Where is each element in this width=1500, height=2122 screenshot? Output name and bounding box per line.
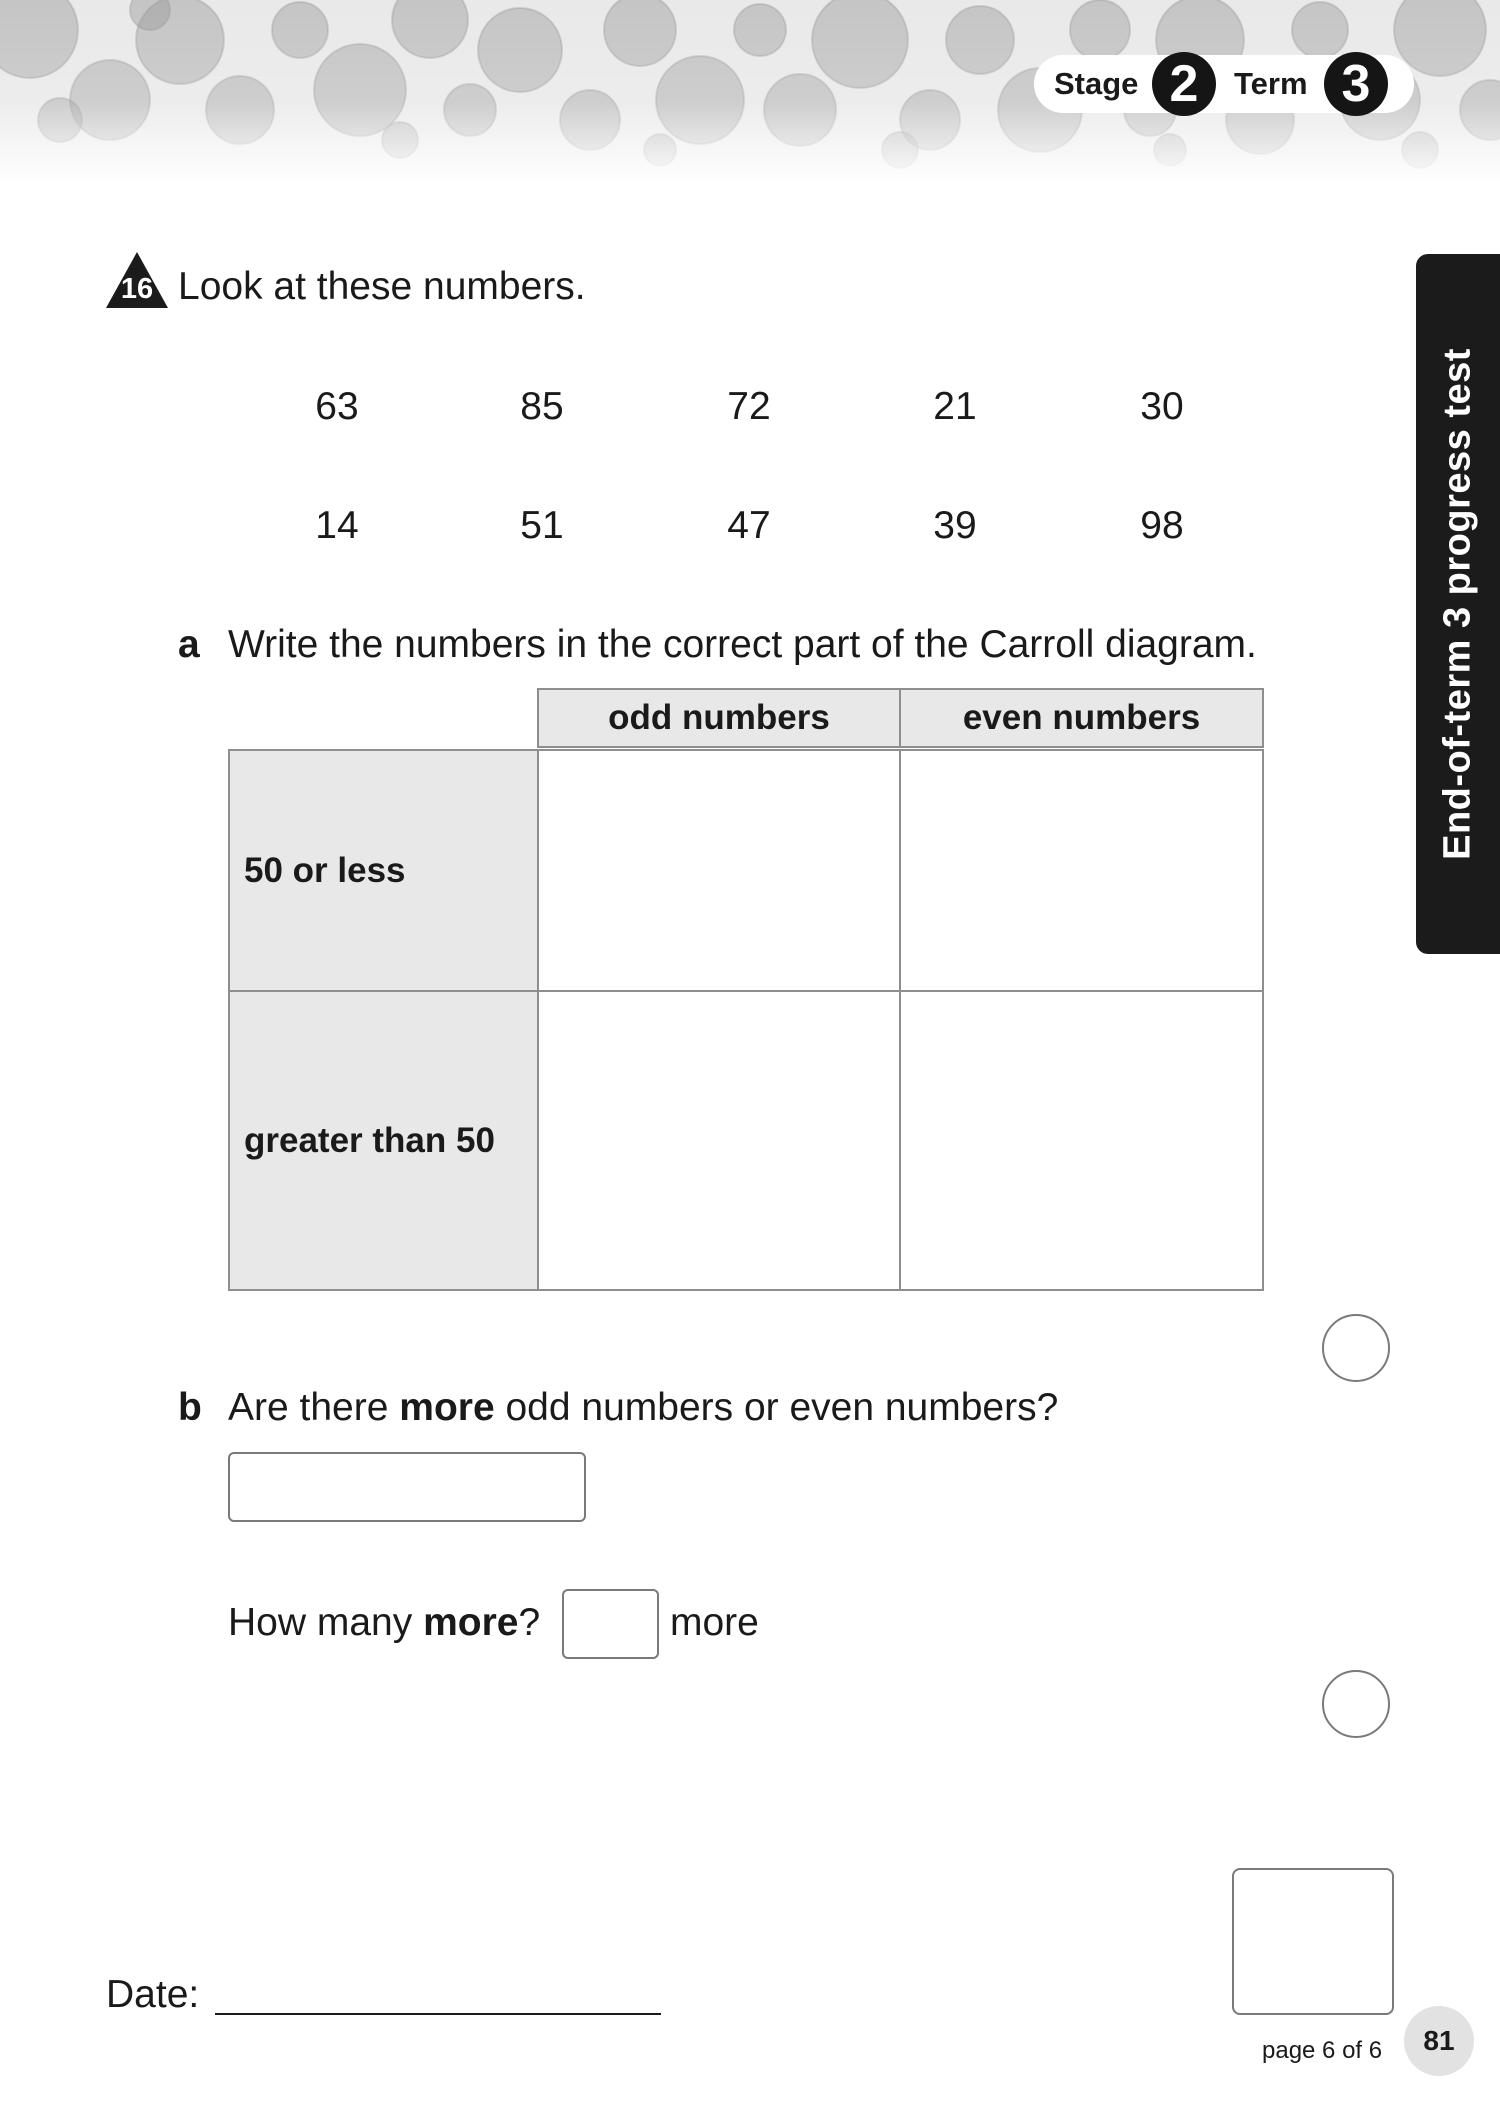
- how-many-bold: more: [423, 1601, 519, 1644]
- number-item: 14: [315, 504, 359, 547]
- carroll-cell-even-greater-than-50[interactable]: [899, 990, 1264, 1291]
- how-many-suffix: more: [670, 1601, 759, 1644]
- side-tab-label: End-of-term 3 progress test: [1436, 348, 1479, 860]
- stage-number: 2: [1152, 52, 1216, 116]
- question-number-badge: [106, 252, 168, 308]
- number-item: 47: [727, 504, 771, 547]
- how-many-pre: How many: [228, 1601, 424, 1644]
- how-many-q: ?: [518, 1601, 541, 1644]
- number-item: 85: [520, 385, 564, 428]
- how-many-question: [228, 1600, 540, 1647]
- number-item: 63: [315, 385, 359, 428]
- question-number: 16: [120, 273, 154, 305]
- stage-term-pill: [1034, 55, 1414, 113]
- number-item: 30: [1140, 385, 1184, 428]
- carroll-col-odd: odd numbers: [537, 688, 901, 748]
- part-a-instruction: Write the numbers in the correct part of the Carroll diagram.: [228, 623, 1257, 666]
- term-label: Term: [1234, 66, 1308, 101]
- carroll-row-label: 50 or less: [244, 850, 406, 890]
- mark-circle-b[interactable]: [1322, 1670, 1390, 1738]
- question-intro: Look at these numbers.: [178, 265, 586, 308]
- part-b-question-post: odd numbers or even numbers?: [494, 1386, 1059, 1429]
- term-number: 3: [1324, 52, 1388, 116]
- page-of-label: page 6 of 6: [1262, 2037, 1383, 2064]
- carroll-cell-odd-50-or-less[interactable]: [537, 749, 901, 992]
- carroll-row-label: greater than 50: [244, 1120, 495, 1160]
- part-b-question-pre: Are there: [228, 1386, 400, 1429]
- mark-circle-a[interactable]: [1322, 1314, 1390, 1382]
- answer-box-how-many[interactable]: [562, 1589, 659, 1659]
- part-a-letter: a: [178, 623, 200, 666]
- number-item: 72: [727, 385, 771, 428]
- carroll-row-50-or-less: [228, 749, 539, 992]
- score-box[interactable]: [1232, 1868, 1394, 2015]
- number-item: 98: [1140, 504, 1184, 547]
- stage-label: Stage: [1054, 66, 1139, 101]
- page-number: 81: [1404, 2006, 1474, 2076]
- date-line[interactable]: [215, 2013, 661, 2015]
- carroll-cell-odd-greater-than-50[interactable]: [537, 990, 901, 1291]
- carroll-col-even: even numbers: [899, 688, 1264, 748]
- side-tab: [1416, 254, 1500, 954]
- carroll-cell-even-50-or-less[interactable]: [899, 749, 1264, 992]
- part-b-question-bold: more: [399, 1386, 495, 1429]
- date-label: Date:: [106, 1973, 200, 2016]
- part-b-letter: b: [178, 1386, 202, 1429]
- part-b-question: [228, 1385, 1058, 1432]
- number-item: 39: [933, 504, 977, 547]
- number-item: 51: [520, 504, 564, 547]
- answer-box-more[interactable]: [228, 1452, 586, 1522]
- number-item: 21: [933, 385, 977, 428]
- carroll-row-greater-than-50: [228, 990, 539, 1291]
